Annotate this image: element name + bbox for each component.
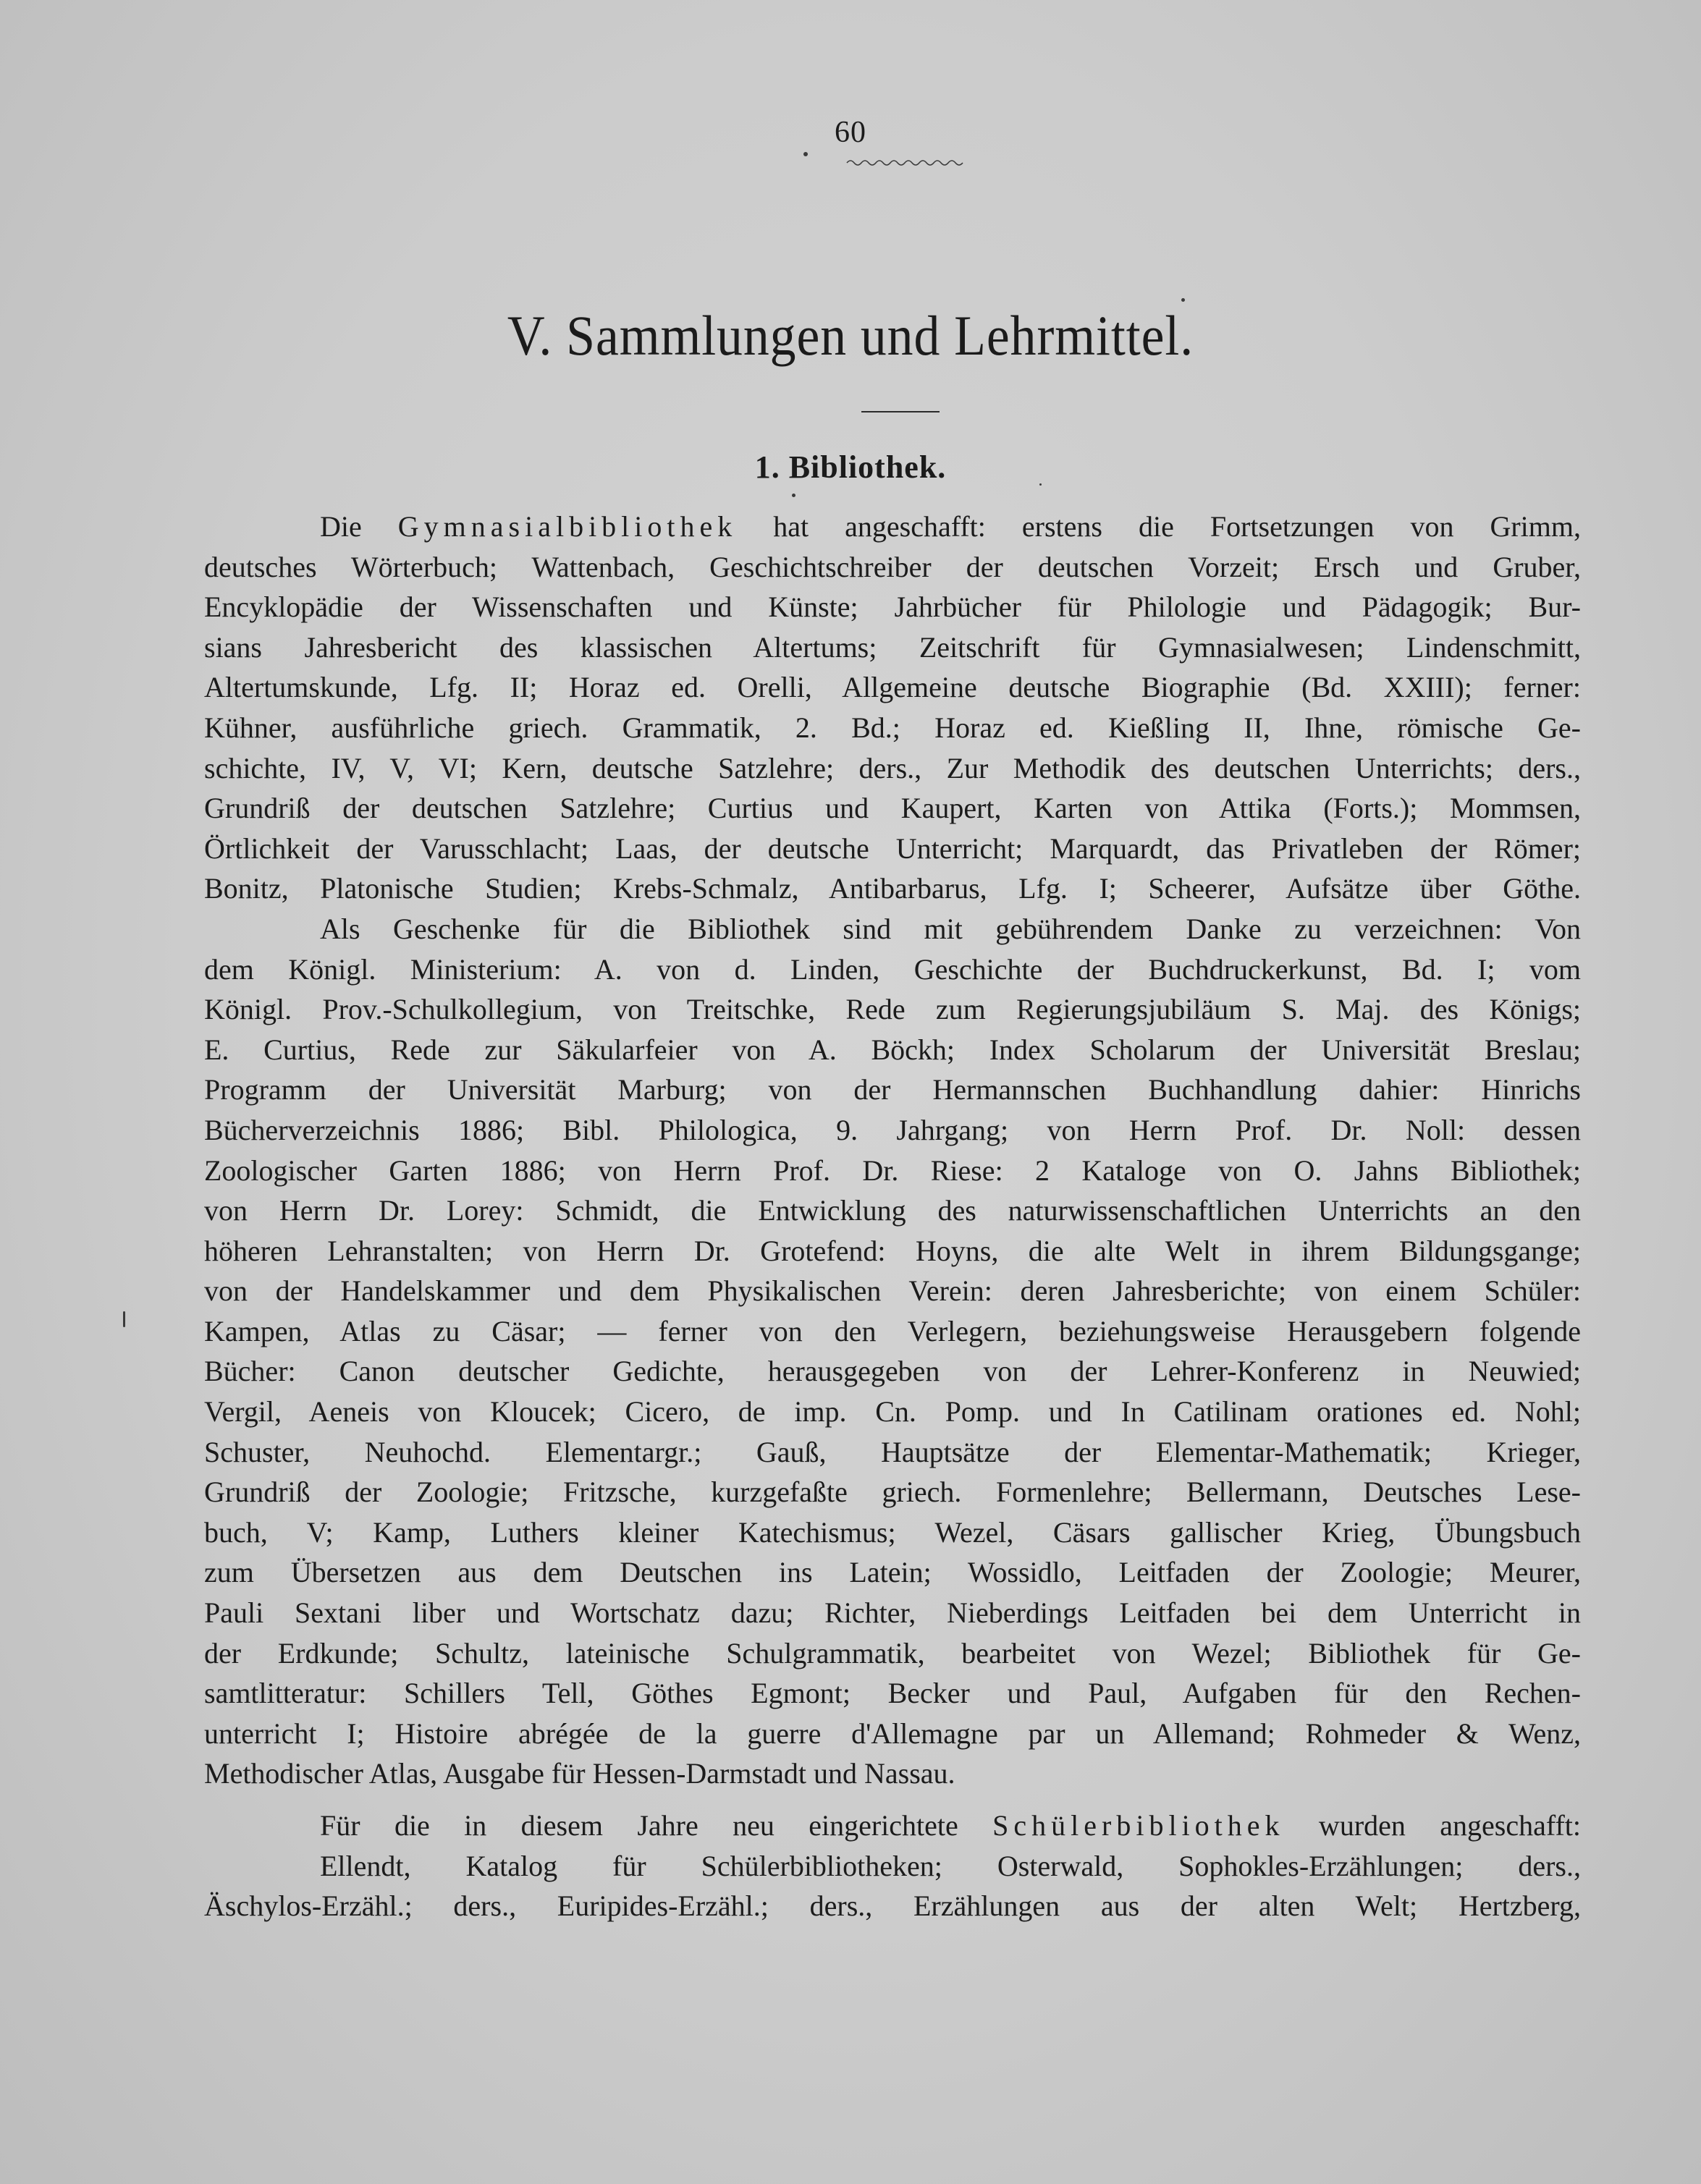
text-line: Örtlichkeit der Varusschlacht; Laas, der deutsche Unterricht; Marquardt, das Privatleben der Römer; — [204, 831, 1581, 865]
text-line: Altertumskunde, Lfg. II; Horaz ed. Orelli, Allgemeine deutsche Biographie (Bd. XXIII); ferner: — [204, 671, 1581, 704]
spaced-emphasis: Gymnasialbibliothek — [397, 510, 738, 543]
text-line: Pauli Sextani liber und Wortschatz dazu; Richter, Nieberdings Leitfaden bei dem Unterricht in — [204, 1596, 1581, 1630]
text-line-lead: Für die in diesem Jahre neu eingerichtete — [320, 1809, 993, 1842]
text-line: samtlitteratur: Schillers Tell, Göthes Egmont; Becker und Paul, Aufgaben für den Rechen- — [204, 1677, 1581, 1710]
text-line: Programm der Universität Marburg; von der Hermannschen Buchhandlung dahier: Hinrichs — [204, 1073, 1581, 1106]
section-heading: 1. Bibliothek. — [754, 449, 947, 485]
print-speck — [803, 152, 808, 156]
page-number: 60 — [835, 116, 866, 149]
print-speck — [1181, 298, 1185, 302]
text-line: Ellendt, Katalog für Schülerbibliotheken; Osterwald, Sophokles-Erzählungen; ders., — [320, 1849, 1581, 1882]
text-line — [204, 507, 1581, 547]
text-line: Bücherverzeichnis 1886; Bibl. Philologica, 9. Jahrgang; von Herrn Prof. Dr. Noll: dessen — [204, 1113, 1581, 1146]
print-speck — [123, 1311, 125, 1327]
text-line: Vergil, Aeneis von Kloucek; Cicero, de imp. Cn. Pomp. und In Catilinam orationes ed. Nohl; — [204, 1395, 1581, 1429]
text-line: von der Handelskammer und dem Physikalischen Verein: deren Jahresberichte; von einem Schüler: — [204, 1274, 1581, 1308]
text-line: Bücher: Canon deutscher Gedichte, herausgegeben von der Lehrer-Konferenz in Neuwied; — [204, 1355, 1581, 1388]
text-line-tail: hat angeschafft: erstens die Fortsetzungen von Grimm, — [737, 510, 1581, 543]
text-line: buch, V; Kamp, Luthers kleiner Katechismus; Wezel, Cäsars gallischer Krieg, Übungsbuch — [204, 1515, 1581, 1549]
text-line: Zoologischer Garten 1886; von Herrn Prof. Dr. Riese: 2 Kataloge von O. Jahns Bibliothek; — [204, 1154, 1581, 1187]
print-speck — [1039, 483, 1042, 486]
text-line: deutsches Wörterbuch; Wattenbach, Geschichtschreiber der deutschen Vorzeit; Ersch und Gruber, — [204, 550, 1581, 583]
text-line-tail: wurden angeschafft: — [1284, 1809, 1581, 1842]
text-line: E. Curtius, Rede zur Säkularfeier von A. Böckh; Index Scholarum der Universität Breslau; — [204, 1033, 1581, 1066]
text-line: schichte, IV, V, VI; Kern, deutsche Satzlehre; ders., Zur Methodik des deutschen Unterrichts; ders., — [204, 751, 1581, 784]
spaced-emphasis: Schülerbibliothek — [992, 1809, 1285, 1842]
text-line: sians Jahresbericht des klassischen Altertums; Zeitschrift für Gymnasialwesen; Lindenschmitt, — [204, 630, 1581, 664]
text-line: Äschylos-Erzähl.; ders., Euripides-Erzähl.; ders., Erzählungen aus der alten Welt; Hertzberg, — [204, 1889, 1581, 1923]
body-text — [204, 507, 1581, 1926]
text-line: Kampen, Atlas zu Cäsar; — ferner von den Verlegern, beziehungsweise Herausgebern folgende — [204, 1314, 1581, 1347]
text-line: höheren Lehranstalten; von Herrn Dr. Grotefend: Hoyns, die alte Welt in ihrem Bildungsgange; — [204, 1234, 1581, 1267]
text-line: Methodischer Atlas, Ausgabe für Hessen-Darmstadt und Nassau. — [204, 1757, 955, 1790]
wavy-ornament-rule — [845, 156, 964, 169]
text-line: Grundriß der Zoologie; Fritzsche, kurzgefaßte griech. Formenlehre; Bellermann, Deutsches Lese- — [204, 1476, 1581, 1509]
text-line: dem Königl. Ministerium: A. von d. Linden, Geschichte der Buchdruckerkunst, Bd. I; vom — [204, 952, 1581, 986]
text-line: Grundriß der deutschen Satzlehre; Curtius und Kaupert, Karten von Attika (Forts.); Mommsen, — [204, 792, 1581, 825]
text-line: Kühner, ausführliche griech. Grammatik, 2. Bd.; Horaz ed. Kießling II, Ihne, römische Ge- — [204, 711, 1581, 744]
print-speck — [792, 494, 795, 497]
text-line: zum Übersetzen aus dem Deutschen ins Latein; Wossidlo, Leitfaden der Zoologie; Meurer, — [204, 1556, 1581, 1589]
text-line-lead: Die — [320, 510, 398, 543]
text-line: unterricht I; Histoire abrégée de la guerre d'Allemagne par un Allemand; Rohmeder & Wenz, — [204, 1717, 1581, 1750]
text-line — [204, 1806, 1581, 1846]
text-line: Bonitz, Platonische Studien; Krebs-Schmalz, Antibarbarus, Lfg. I; Scheerer, Aufsätze über Göthe. — [204, 872, 1581, 905]
text-line: Königl. Prov.-Schulkollegium, von Treitschke, Rede zum Regierungsjubiläum S. Maj. des Königs; — [204, 993, 1581, 1026]
text-line: Encyklopädie der Wissenschaften und Künste; Jahrbücher für Philologie und Pädagogik; Bur- — [204, 591, 1581, 624]
text-line: Schuster, Neuhochd. Elementargr.; Gauß, Hauptsätze der Elementar-Mathematik; Krieger, — [204, 1435, 1581, 1468]
heading-divider — [861, 411, 940, 412]
chapter-heading: V. Sammlungen und Lehrmittel. — [507, 304, 1194, 367]
text-line: der Erdkunde; Schultz, lateinische Schulgrammatik, bearbeitet von Wezel; Bibliothek für Ge- — [204, 1636, 1581, 1669]
text-line: von Herrn Dr. Lorey: Schmidt, die Entwicklung des naturwissenschaftlichen Unterrichts an den — [204, 1194, 1581, 1227]
text-line: Als Geschenke für die Bibliothek sind mit gebührendem Danke zu verzeichnen: Von — [320, 912, 1581, 945]
